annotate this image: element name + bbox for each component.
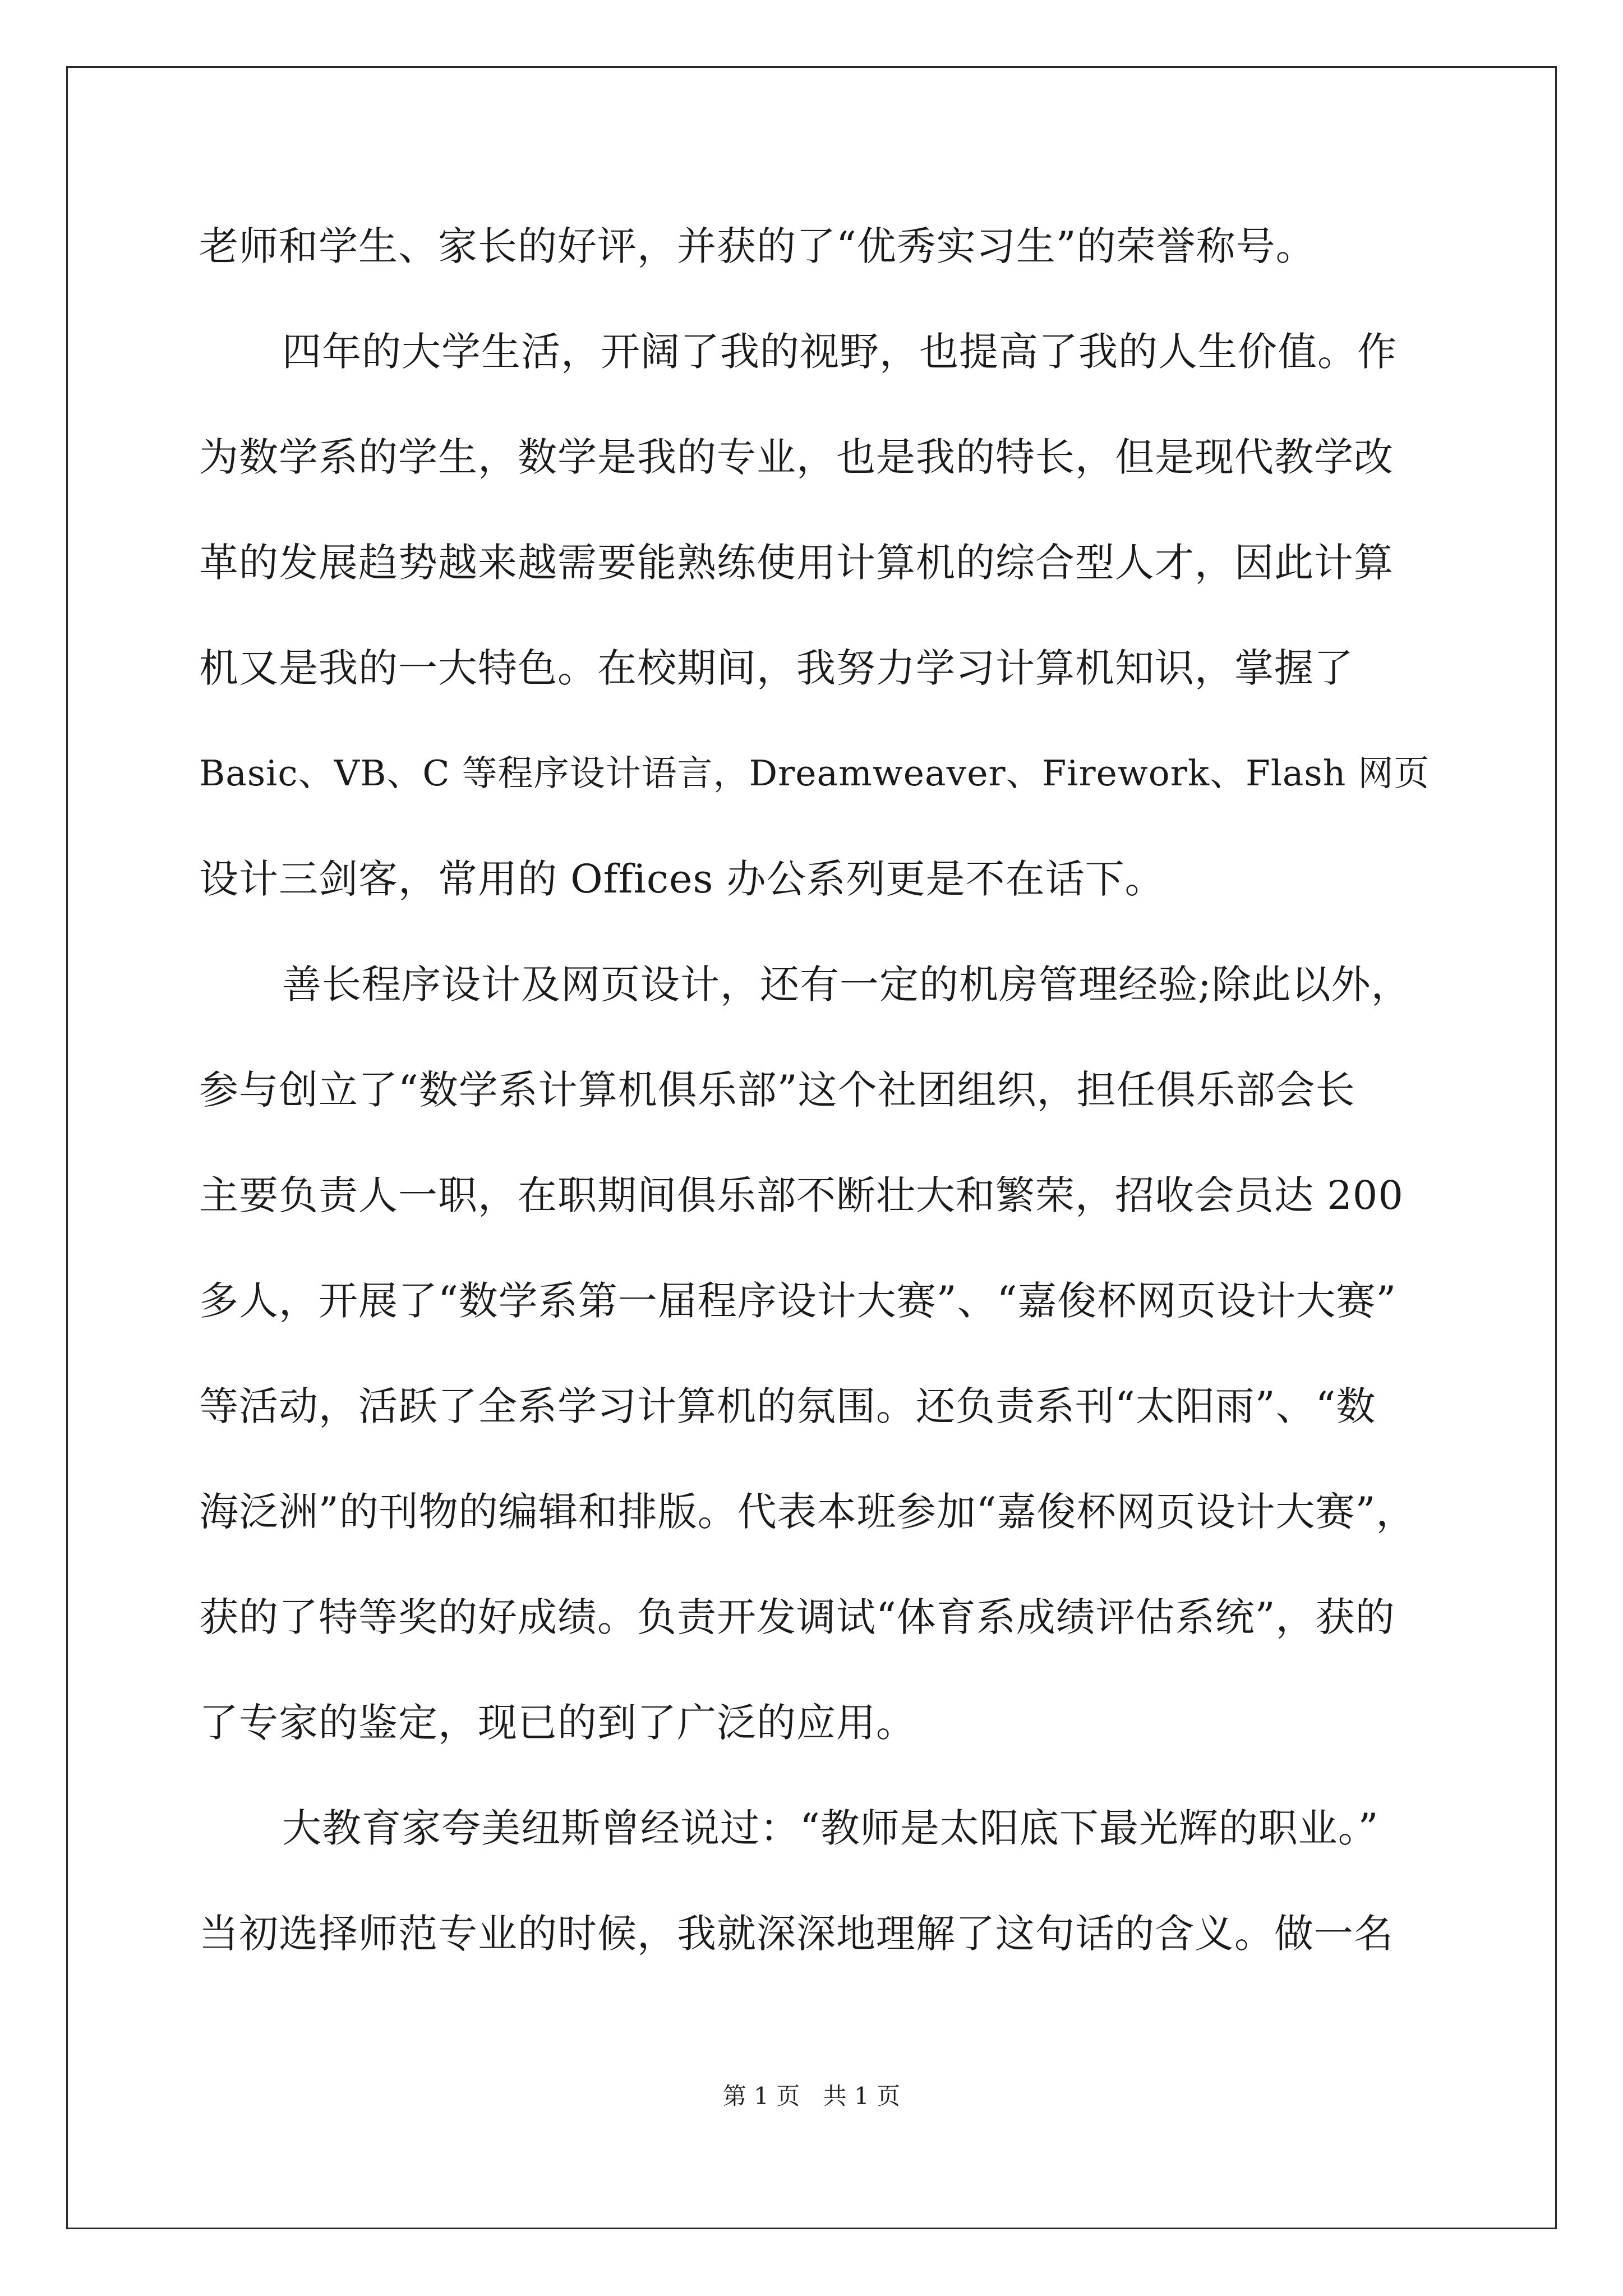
page-footer — [0, 2078, 1623, 2111]
text-line-13: 海泛洲”的刊物的编辑和排版。代表本班参加“嘉俊杯网页设计大赛”， — [199, 1489, 1416, 1535]
text-line-17: 当初选择师范专业的时候，我就深深地理解了这句话的含义。做一名 — [199, 1911, 1394, 1957]
text-line-7: 设计三剑客，常用的 Offices 办公系列更是不在话下。 — [199, 856, 1165, 902]
text-line-14: 获的了特等奖的好成绩。负责开发调试“体育系成绩评估系统”，获的 — [199, 1594, 1395, 1640]
text-line-3: 为数学系的学生，数学是我的专业，也是我的特长，但是现代教学改 — [199, 434, 1394, 480]
text-line-4: 革的发展趋势越来越需要能熟练使用计算机的综合型人才，因此计算 — [199, 540, 1394, 586]
text-line-9: 参与创立了“数学系计算机俱乐部”这个社团组织，担任俱乐部会长 — [199, 1067, 1355, 1113]
text-line-1: 老师和学生、家长的好评，并获的了“优秀实习生”的荣誉称号。 — [199, 223, 1316, 269]
page-number-current: 第 1 页 — [722, 2082, 800, 2110]
text-line-10: 主要负责人一职，在职期间俱乐部不断壮大和繁荣，招收会员达 200 — [199, 1172, 1404, 1218]
text-line-2: 四年的大学生活，开阔了我的视野，也提高了我的人生价值。作 — [282, 329, 1397, 375]
text-line-11: 多人，开展了“数学系第一届程序设计大赛”、“嘉俊杯网页设计大赛” — [199, 1278, 1397, 1324]
document-body — [199, 213, 1430, 2006]
text-line-15: 了专家的鉴定，现已的到了广泛的应用。 — [199, 1700, 916, 1746]
text-line-6: Basic、VB、C 等程序设计语言，Dreamweaver、Firework、Flash 网页 — [199, 753, 1430, 794]
text-line-16: 大教育家夸美纽斯曾经说过：“教师是太阳底下最光辉的职业。” — [282, 1805, 1379, 1851]
text-line-12: 等活动，活跃了全系学习计算机的氛围。还负责系刊“太阳雨”、“数 — [199, 1383, 1376, 1429]
text-line-5: 机又是我的一大特色。在校期间，我努力学习计算机知识，掌握了 — [199, 645, 1354, 691]
text-line-8: 善长程序设计及网页设计，还有一定的机房管理经验;除此以外， — [282, 961, 1411, 1007]
page-number-total: 共 1 页 — [823, 2082, 901, 2110]
